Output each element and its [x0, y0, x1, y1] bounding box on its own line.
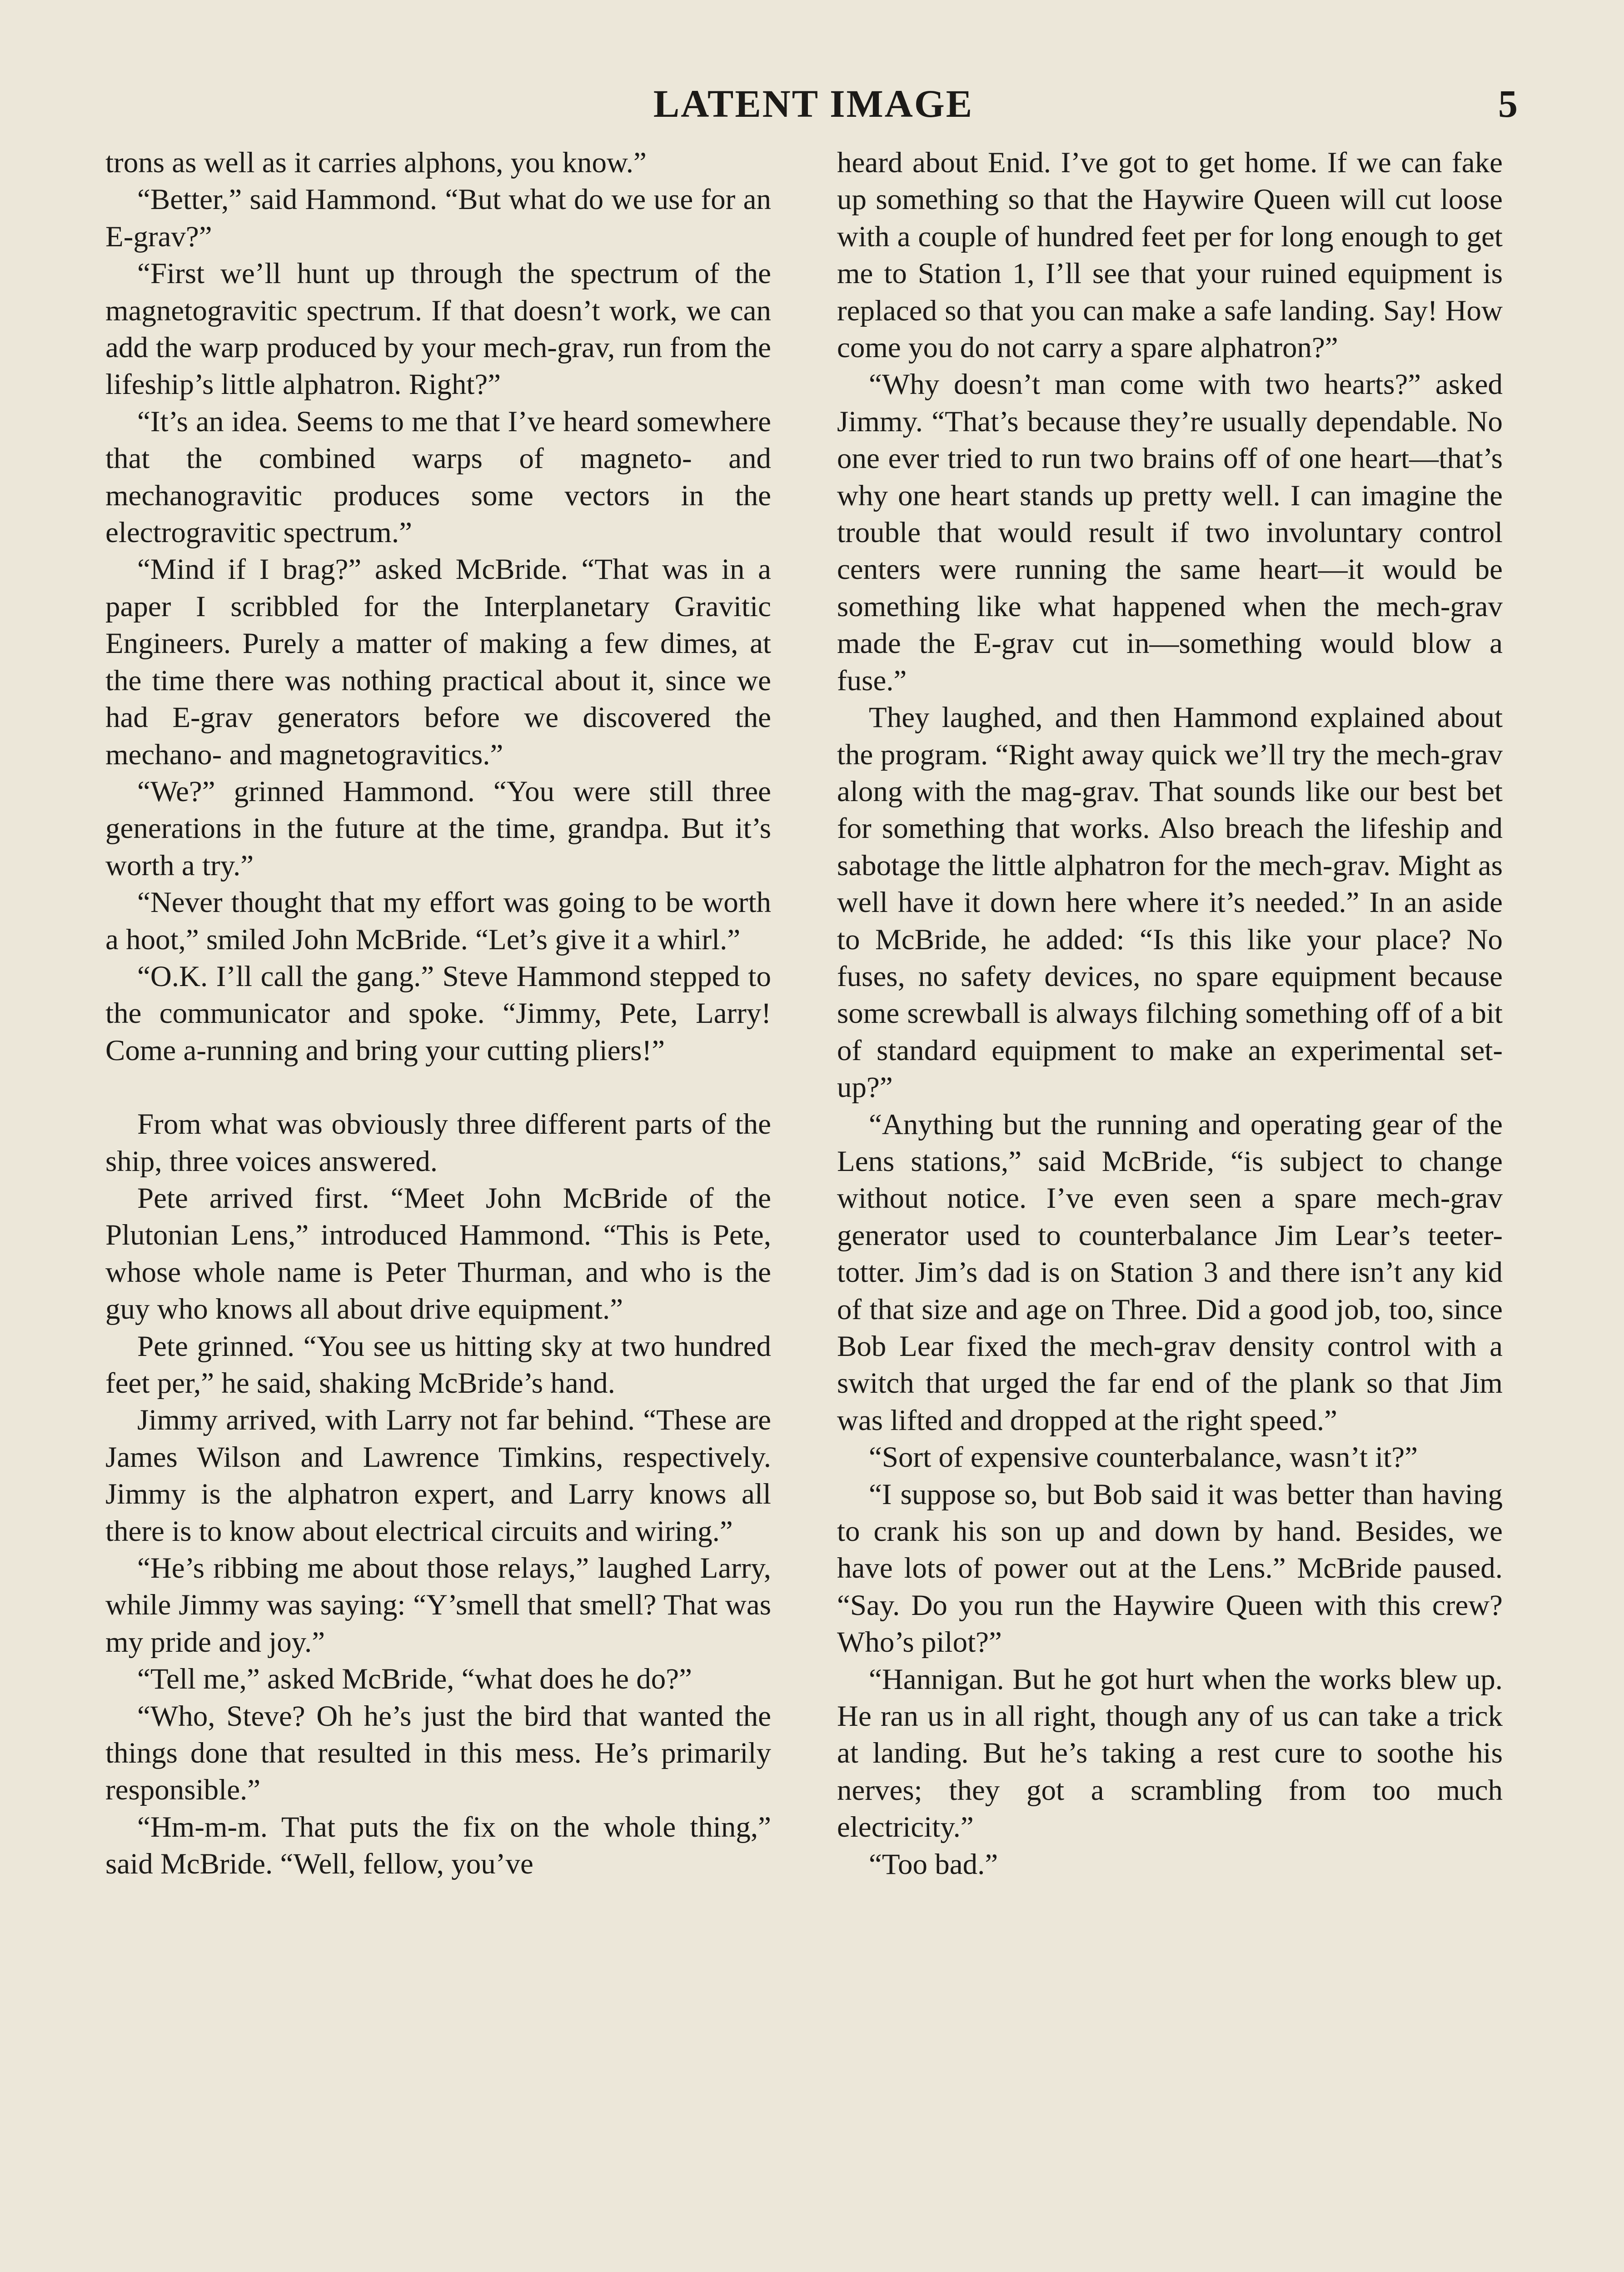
paragraph: They laughed, and then Hammond explained about the program. “Right away quick we’ll try the mech-grav along with the mag-grav. That sounds like our best bet for something that works. Also breach the lifeship and sabotage the little alphatron for the mech-grav. Might as well have it down here where it’s needed.” In an aside to McBride, he added: “Is this like your place? No fuses, no safety devices, no spare equipment because some screwball is always filching something off of a bit of standard equipment to make an experimental set-up?” [837, 701, 1503, 1104]
paragraph: “It’s an idea. Seems to me that I’ve heard somewhere that the combined warps of magneto- and mechanogravitic produces some vectors in the electrogravitic spectrum.” [105, 405, 771, 549]
paragraph: “Why doesn’t man come with two hearts?” asked Jimmy. “That’s because they’re usually dependable. No one ever tried to run two brains off of one heart—that’s why one heart stands up pretty well. I can imagine the trouble that would result if two involuntary control centers were running the same heart—it would be something like what happened when the mech-grav made the E-grav cut in—something would blow a fuse.” [837, 368, 1503, 697]
paragraph: “Too bad.” [869, 1848, 998, 1881]
paragraph: “First we’ll hunt up through the spectrum of the magnetogravitic spectrum. If that doesn’t work, we can add the warp produced by your mech-grav, run from the lifeship’s little alphatron. Right?” [105, 257, 771, 401]
left-text-column [105, 144, 771, 2272]
paragraph: trons as well as it carries alphons, you know.” [105, 146, 647, 179]
page-number: 5 [1498, 82, 1518, 125]
paragraph: “Never thought that my effort was going to be worth a hoot,” smiled John McBride. “Let’s give it a whirl.” [105, 886, 771, 956]
paragraph: “I suppose so, but Bob said it was better than having to crank his son up and down by hand. Besides, we have lots of power out at the Lens.” McBride paused. “Say. Do you run the Haywire Queen with this crew? Who’s pilot?” [837, 1478, 1503, 1659]
paragraph: From what was obviously three different parts of the ship, three voices answered. [105, 1108, 771, 1178]
paragraph: Pete arrived first. “Meet John McBride of the Plutonian Lens,” introduced Hammond. “This is Pete, whose whole name is Peter Thurman, and who is the guy who knows all about drive equipment.” [105, 1181, 771, 1326]
paragraph: “We?” grinned Hammond. “You were still three generations in the future at the time, grandpa. But it’s worth a try.” [105, 775, 771, 882]
page-header [109, 81, 1518, 131]
paragraph: heard about Enid. I’ve got to get home. If we can fake up something so that the Haywire Queen will cut loose with a couple of hundred feet per for long enough to get me to Station 1, I’ll see that your ruined equipment is replaced so that you can make a safe landing. Say! How come you do not carry a spare alphatron?” [837, 146, 1503, 364]
paragraph: “Better,” said Hammond. “But what do we use for an E-grav?” [105, 183, 771, 253]
paragraph: Jimmy arrived, with Larry not far behind. “These are James Wilson and Lawrence Timkins, respectively. Jimmy is the alphatron expert, and Larry knows all there is to know about electrical circuits and wiring.” [105, 1404, 771, 1548]
paragraph: “Who, Steve? Oh he’s just the bird that wanted the things done that resulted in this mess. He’s primarily responsible.” [105, 1699, 771, 1807]
paragraph: “Mind if I brag?” asked McBride. “That was in a paper I scribbled for the Interplanetary Gravitic Engineers. Purely a matter of making a few dimes, at the time there was nothing practical about it, since we had E-grav generators before we discovered the mechano- and magnetogravitics.” [105, 553, 771, 771]
paragraph: “O.K. I’ll call the gang.” Steve Hammond stepped to the communicator and spoke. “Jimmy, Pete, Larry! Come a-running and bring your cutting pliers!” [105, 960, 771, 1067]
paragraph: “Hannigan. But he got hurt when the works blew up. He ran us in all right, though any of us can take a trick at landing. But he’s taking a rest cure to soothe his nerves; they got a scrambling from too much electricity.” [837, 1663, 1503, 1844]
paragraph: “Tell me,” asked McBride, “what does he do?” [137, 1663, 692, 1696]
paragraph: “Hm-m-m. That puts the fix on the whole thing,” said McBride. “Well, fellow, you’ve [105, 1810, 771, 1881]
paragraph: “Sort of expensive counterbalance, wasn’t it?” [869, 1441, 1418, 1474]
right-text-column [837, 144, 1503, 2272]
paragraph: Pete grinned. “You see us hitting sky at two hundred feet per,” he said, shaking McBride’s hand. [105, 1330, 771, 1400]
paragraph: “Anything but the running and operating gear of the Lens stations,” said McBride, “is subject to change without notice. I’ve even seen a spare mech-grav generator used to counterbalance Jim Lear’s teeter-totter. Jim’s dad is on Station 3 and there isn’t any kid of that size and age on Three. Did a good job, too, since Bob Lear fixed the mech-grav density control with a switch that urged the far end of the plank so that Jim was lifted and dropped at the right speed.” [837, 1108, 1503, 1437]
running-title: LATENT IMAGE [653, 82, 974, 125]
paragraph: “He’s ribbing me about those relays,” laughed Larry, while Jimmy was saying: “Y’smell that smell? That was my pride and joy.” [105, 1552, 771, 1659]
